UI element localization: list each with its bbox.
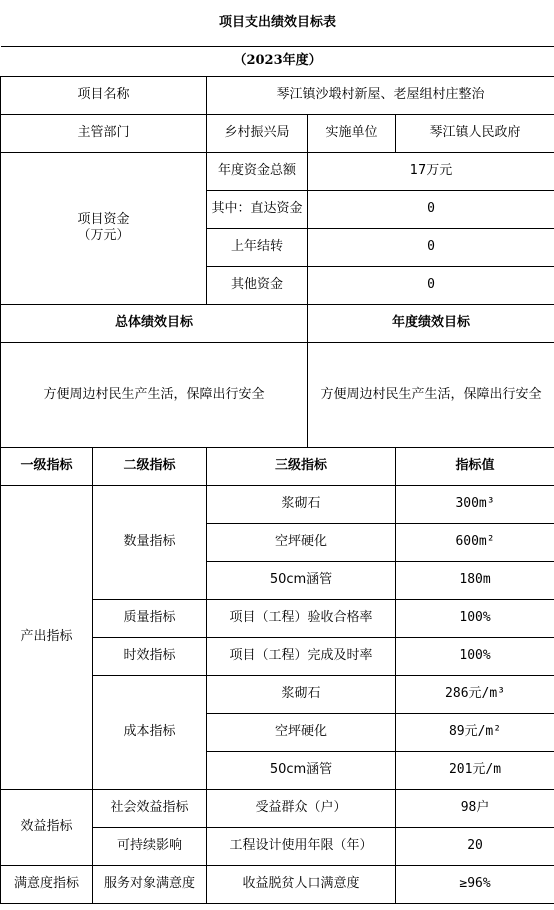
funds-label xyxy=(1,152,207,304)
output-level1: 产出指标 xyxy=(1,485,93,789)
indicator-value: 201元/m xyxy=(396,751,554,789)
indicator-level3: 受益群众（户） xyxy=(207,789,396,827)
indicator-level3: 浆砌石 xyxy=(207,675,396,713)
quantity-level2: 数量指标 xyxy=(93,485,207,599)
indicator-value: 600m² xyxy=(396,523,554,561)
indicator-level3: 项目（工程）验收合格率 xyxy=(207,599,396,637)
header-level2: 二级指标 xyxy=(93,447,207,485)
funds-row-value: 0 xyxy=(308,228,554,266)
funds-row-label: 年度资金总额 xyxy=(207,152,308,190)
annual-goal-text: 方便周边村民生产生活，保障出行安全 xyxy=(308,342,554,447)
year-subtitle: （2023年度） xyxy=(1,46,554,76)
indicator-value: 20 xyxy=(396,827,554,865)
impl-value: 琴江镇人民政府 xyxy=(396,114,554,152)
funds-row-label: 其中：直达资金 xyxy=(207,190,308,228)
sustain-level2: 可持续影响 xyxy=(93,827,207,865)
indicator-level3: 50cm涵管 xyxy=(207,751,396,789)
indicator-value: 89元/m² xyxy=(396,713,554,751)
project-name-label: 项目名称 xyxy=(1,76,207,114)
satisfaction-level2: 服务对象满意度 xyxy=(93,865,207,903)
satisfaction-level1: 满意度指标 xyxy=(1,865,93,903)
indicator-level3: 浆砌石 xyxy=(207,485,396,523)
indicator-value: 300m³ xyxy=(396,485,554,523)
indicator-value: 98户 xyxy=(396,789,554,827)
indicator-level3: 空坪硬化 xyxy=(207,523,396,561)
funds-row-value: 17万元 xyxy=(308,152,554,190)
dept-label: 主管部门 xyxy=(1,114,207,152)
header-level1: 一级指标 xyxy=(1,447,93,485)
indicator-level3: 收益脱贫人口满意度 xyxy=(207,865,396,903)
indicator-level3: 项目（工程）完成及时率 xyxy=(207,637,396,675)
timeliness-level2: 时效指标 xyxy=(93,637,207,675)
funds-row-label: 其他资金 xyxy=(207,266,308,304)
indicator-level3: 空坪硬化 xyxy=(207,713,396,751)
header-value: 指标值 xyxy=(396,447,554,485)
funds-label-line1: 项目资金 xyxy=(77,212,130,227)
annual-goal-header: 年度绩效目标 xyxy=(308,304,554,342)
indicator-level3: 工程设计使用年限（年） xyxy=(207,827,396,865)
funds-row-label: 上年结转 xyxy=(207,228,308,266)
page-title: 项目支出绩效目标表 xyxy=(1,0,554,46)
funds-label-line2: （万元） xyxy=(77,228,130,243)
header-level3: 三级指标 xyxy=(207,447,396,485)
impl-label: 实施单位 xyxy=(308,114,396,152)
dept-value: 乡村振兴局 xyxy=(207,114,308,152)
indicator-value: 100% xyxy=(396,637,554,675)
indicator-value: 100% xyxy=(396,599,554,637)
funds-row-value: 0 xyxy=(308,266,554,304)
project-name-value: 琴江镇沙塅村新屋、老屋组村庄整治 xyxy=(207,76,554,114)
indicator-value: 286元/m³ xyxy=(396,675,554,713)
overall-goal-header: 总体绩效目标 xyxy=(1,304,308,342)
indicator-value: 180m xyxy=(396,561,554,599)
social-level2: 社会效益指标 xyxy=(93,789,207,827)
overall-goal-text: 方便周边村民生产生活，保障出行安全 xyxy=(1,342,308,447)
indicator-value: ≥96% xyxy=(396,865,554,903)
cost-level2: 成本指标 xyxy=(93,675,207,789)
benefit-level1: 效益指标 xyxy=(1,789,93,865)
quality-level2: 质量指标 xyxy=(93,599,207,637)
funds-row-value: 0 xyxy=(308,190,554,228)
indicator-level3: 50cm涵管 xyxy=(207,561,396,599)
